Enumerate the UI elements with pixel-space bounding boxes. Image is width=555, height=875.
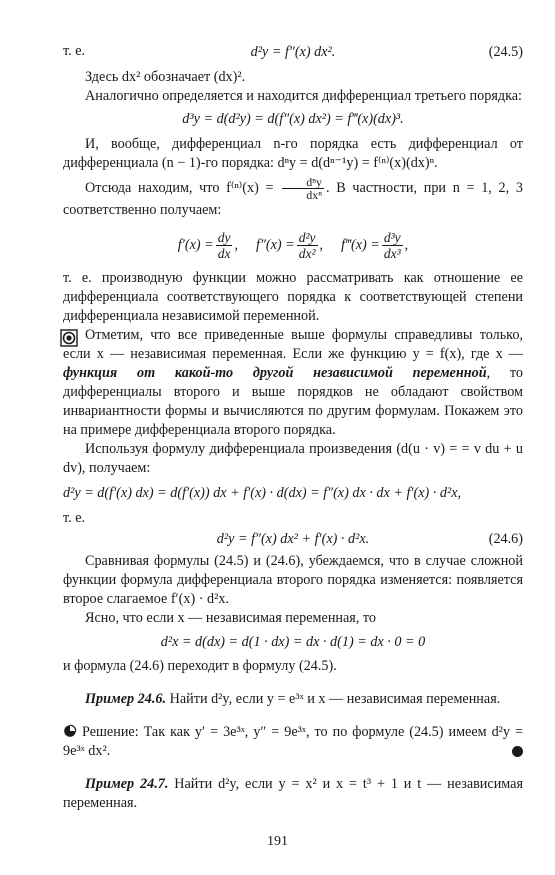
solution-paragraph <box>63 723 523 761</box>
fraction-denominator: dxⁿ <box>306 188 323 202</box>
formula: d²y = d(f′(x) dx) = d(f′(x)) dx + f′(x) · d(dx) = f″(x) dx · dx + f′(x) · d²x, <box>63 485 462 501</box>
equation-d2x <box>63 633 523 652</box>
note-block <box>63 326 523 440</box>
fraction-denominator: dx² <box>298 246 316 261</box>
separator: , <box>404 237 409 253</box>
fraction-denominator: dx <box>217 246 231 261</box>
example-24-7 <box>63 775 523 813</box>
formula-lhs: f′(x) = <box>177 237 214 253</box>
fraction <box>297 230 318 261</box>
text: . В частности, при n = 1, 2, 3 соответственно получаем: <box>63 179 523 218</box>
text-line: т. е. <box>63 43 86 59</box>
paragraph: Здесь dx² обозначает (dx)². <box>85 69 246 85</box>
formula-lhs: f‴(x) = <box>341 237 380 253</box>
fraction <box>282 176 324 201</box>
equation-number: (24.6) <box>488 531 523 547</box>
separator: , <box>234 237 239 253</box>
example-24-6 <box>63 690 523 709</box>
formula-lhs: f″(x) = <box>256 237 295 253</box>
formula: d³y = d(d²y) = d(f″(x) dx²) = f‴(x)(dx)³. <box>182 111 404 127</box>
text: Отметим, что все приведенные выше формулы справедливы только, если x — независимая переменная. Если же функцию y = f(x), где x — <box>63 327 523 362</box>
equation-derivative-ratios <box>63 230 523 261</box>
fraction-numerator: dy <box>217 230 231 245</box>
paragraph: т. е. производную функции можно рассматривать как отношение ее дифференциала соответствующего порядка к соответствующей степени дифференциала независимой переменной. <box>63 270 523 324</box>
fraction-numerator: d³y <box>383 230 401 245</box>
formula: d²y = f″(x) dx². <box>250 44 336 60</box>
equation-second-differential-composite <box>63 484 523 503</box>
text: , то дифференциалы второго и выше порядков не обладают свойством инвариантности формы и вычисляются по другим формулам. Покажем это на примере дифференциала второго порядка. <box>63 365 524 438</box>
paragraph-note <box>63 326 523 440</box>
equation-number: (24.5) <box>488 44 523 60</box>
fraction <box>382 230 403 261</box>
paragraph: Используя формулу дифференциала произведения (d(u · v) = = v du + u dv), получаем: <box>63 441 523 476</box>
fraction-numerator: d²y <box>298 230 316 245</box>
note-icon <box>60 329 78 347</box>
example-label: Пример 24.7. <box>85 776 169 792</box>
solution-text: Решение: Так как y′ = 3e³ˣ, y″ = 9e³ˣ, то по формуле (24.5) имеем d²y = 9e³ˣ dx². <box>63 724 523 759</box>
equation-third-differential <box>63 110 523 129</box>
paragraph-with-fraction <box>63 176 523 220</box>
emphasis-text: функция от какой-то другой независимой переменной <box>63 365 487 381</box>
equation-24-5 <box>63 43 523 62</box>
paragraph: Ясно, что если x — независимая переменная, то <box>85 610 377 626</box>
solution-end-icon <box>512 746 523 757</box>
formula: d²y = f″(x) dx² + f′(x) · d²x. <box>216 531 370 547</box>
page-number: 191 <box>267 834 288 849</box>
equation-24-6 <box>63 530 523 549</box>
example-text: Найти d²y, если y = e³ˣ и x — независимая переменная. <box>169 691 501 707</box>
separator: , <box>319 237 324 253</box>
solution-block <box>63 723 523 761</box>
paragraph: И, вообще, дифференциал n-го порядка есть дифференциал от дифференциала (n − 1)-го порядка: dⁿy = d(dⁿ⁻¹y) = f⁽ⁿ⁾(x)(dx)ⁿ. <box>63 136 523 171</box>
formula: d²x = d(dx) = d(1 · dx) = dx · d(1) = dx · 0 = 0 <box>160 634 426 650</box>
fraction-denominator: dx³ <box>383 246 401 261</box>
fraction-numerator: dⁿy <box>282 176 324 189</box>
paragraph: Сравнивая формулы (24.5) и (24.6), убеждаемся, что в случае сложной функции формула дифференциала второго порядка изменяется: появляется второе слагаемое f′(x) · d²x. <box>63 553 523 607</box>
example-label: Пример 24.6. <box>85 691 167 707</box>
example-text: Найти d²y, если y = x² и x = t³ + 1 и t — независимая переменная. <box>63 776 523 811</box>
text: Отсюда находим, что f⁽ⁿ⁾(x) = <box>85 179 274 196</box>
paragraph: Аналогично определяется и находится дифференциал третьего порядка: <box>85 88 522 104</box>
page-content <box>63 42 523 813</box>
fraction <box>216 230 233 261</box>
solution-start-icon <box>63 724 78 738</box>
paragraph: и формула (24.6) переходит в формулу (24.5). <box>63 658 337 674</box>
text-line: т. е. <box>63 510 86 526</box>
